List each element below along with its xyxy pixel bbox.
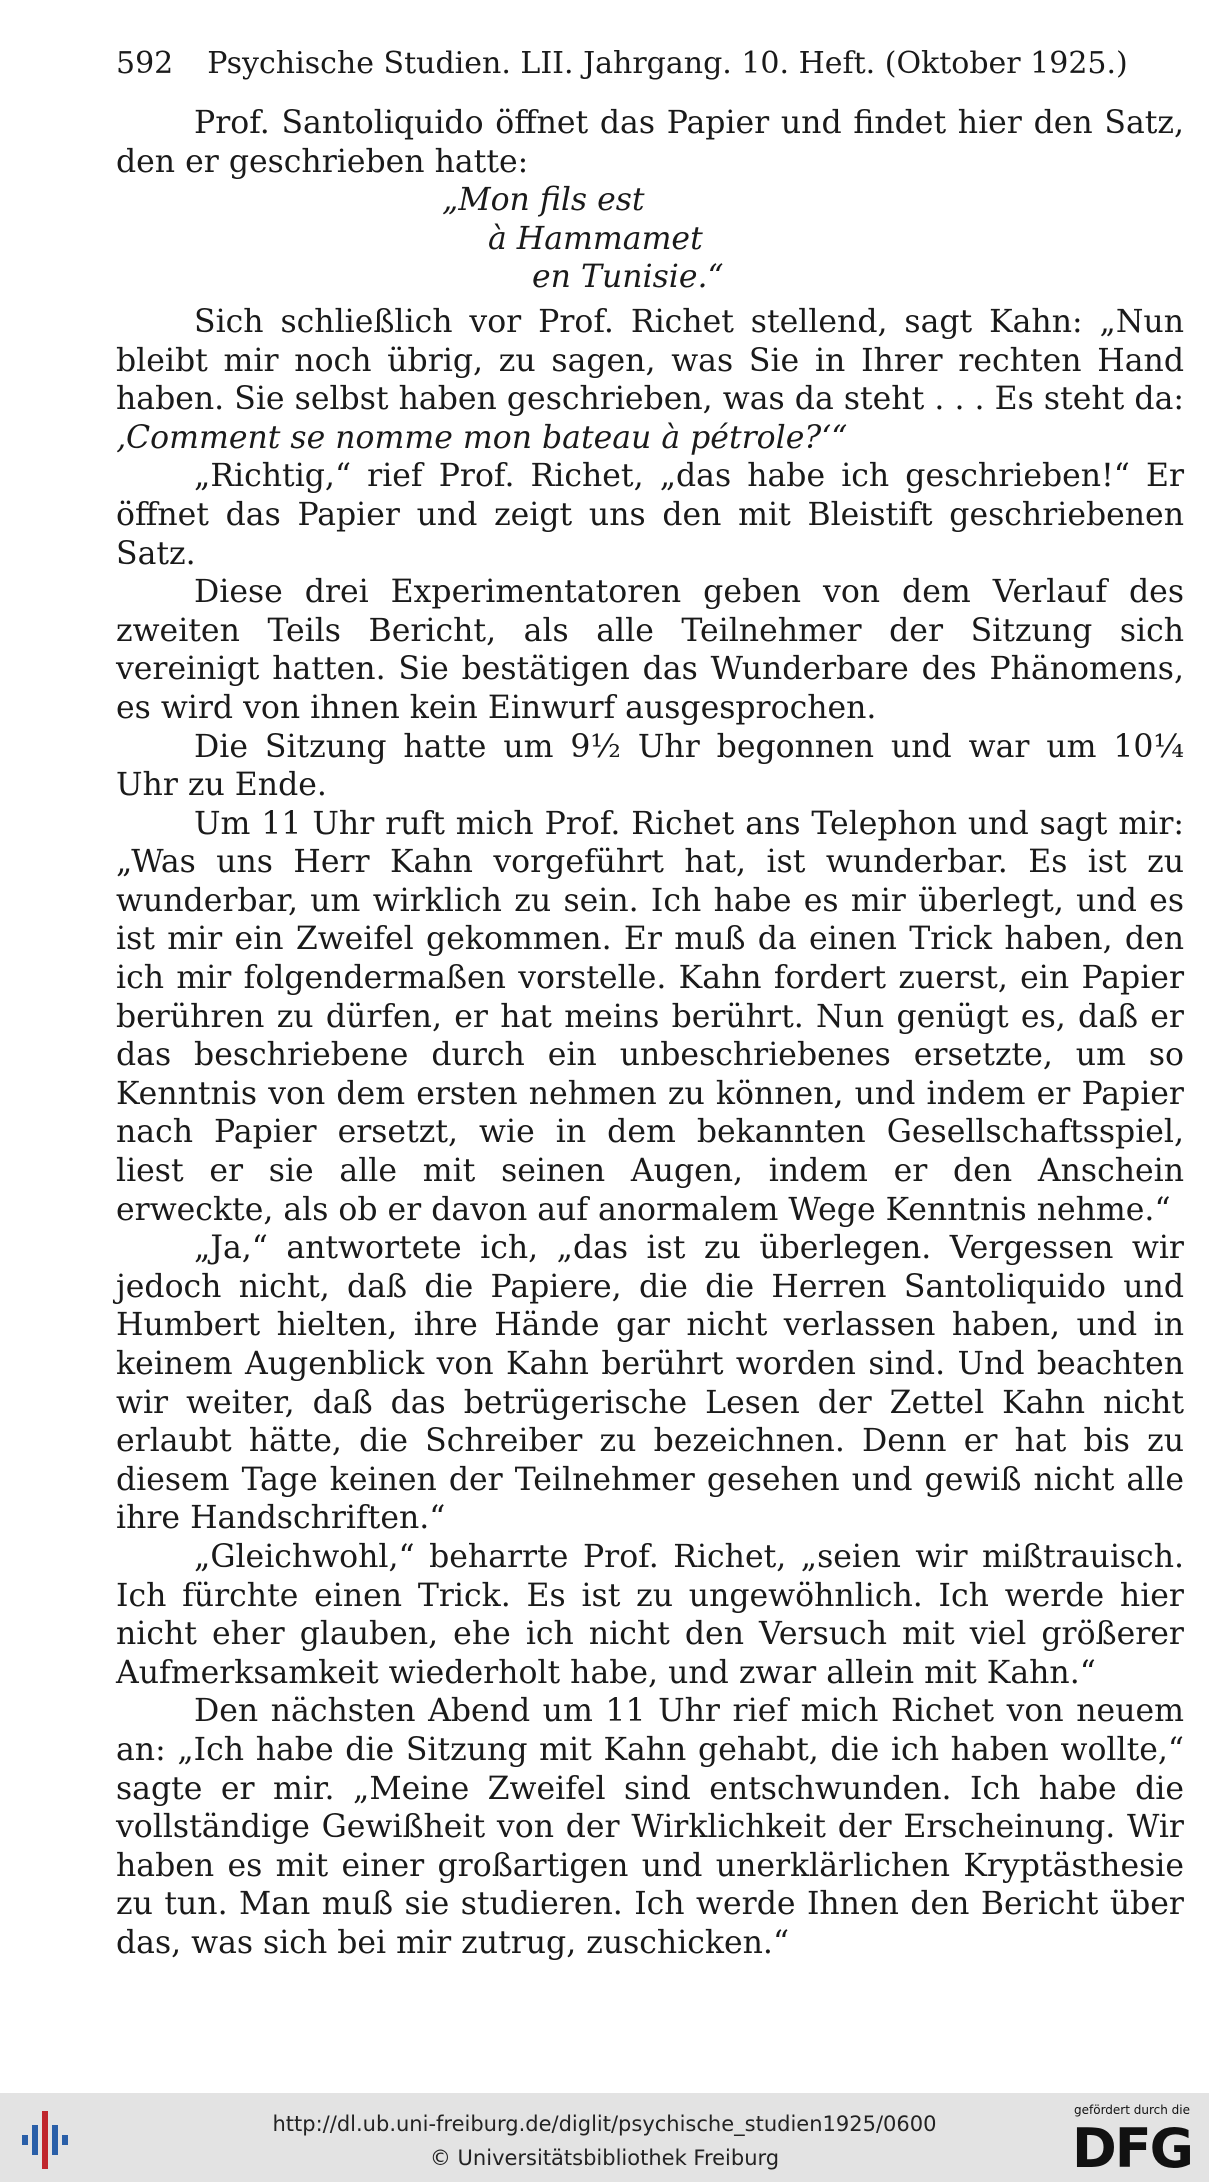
paragraph-5: Die Sitzung hatte um 9½ Uhr begonnen und war um 10¼ Uhr zu Ende. (116, 728, 1184, 804)
running-title: Psychische Studien. LII. Jahrgang. 10. Heft. (Oktober 1925.) (207, 46, 1128, 81)
paragraph-2-text: Sich schließlich vor Prof. Richet stellend, sagt Kahn: „Nun bleibt mir noch übrig, zu sagen, was Sie in Ihrer rechten Hand haben. Sie selbst haben geschrieben, was da steht . . . Es steht da: (116, 303, 1184, 418)
page-number: 592 (116, 46, 174, 81)
dfg-wordmark-text: DFG (1071, 2119, 1193, 2175)
copyright-text: © Universitätsbibliothek Freiburg (429, 2146, 780, 2170)
permalink-text[interactable]: http://dl.ub.uni-freiburg.de/diglit/psychische_studien1925/0600 (272, 2112, 937, 2136)
dfg-caption: gefördert durch die (1074, 2103, 1190, 2117)
paragraph-8: „Gleichwohl,“ beharrte Prof. Richet, „seien wir mißtrauisch. Ich fürchte einen Trick. Es ist zu ungewöhnlich. Ich werde hier nicht eher glauben, ehe ich nicht den Versuch mit viel größerer Aufmerksamkeit wiederholt habe, und zwar allein mit Kahn.“ (116, 1538, 1184, 1691)
permalink-url[interactable] (0, 2111, 1209, 2137)
quoted-verse (116, 181, 1184, 297)
page-header (116, 42, 1128, 86)
copyright-notice (0, 2145, 1209, 2171)
paragraph-3: „Richtig,“ rief Prof. Richet, „das habe ich geschrieben!“ Er öffnet das Papier und zeigt uns den mit Bleistift geschriebenen Satz. (116, 458, 1184, 572)
paragraph-4: Diese drei Experimentatoren geben von dem Verlauf des zweiten Teils Bericht, als alle Teilnehmer der Sitzung sich vereinigt hatten. Sie bestätigen das Wunderbare des Phänomens, es wird von ihnen kein Einwurf ausgesprochen. (116, 574, 1184, 726)
verse-line-1: „Mon fils est (442, 182, 645, 219)
verse-line-2: à Hammamet (488, 220, 703, 257)
dfg-wordmark (1068, 2119, 1196, 2175)
paragraph-9: Den nächsten Abend um 11 Uhr rief mich Richet von neuem an: „Ich habe die Sitzung mit Kahn gehabt, die ich haben wollte,“ sagte er mir. „Meine Zweifel sind entschwunden. Ich habe die vollständige Gewißheit von der Wirklichkeit der Erscheinung. Wir haben es mit einer großartigen und unerklärlichen Kryptästhesie zu tun. Man muß sie studieren. Ich werde Ihnen den Bericht über das, was sich bei mir zutrug, zuschicken.“ (116, 1693, 1184, 1961)
paragraph-2 (116, 303, 1184, 457)
paragraph-7: „Ja,“ antwortete ich, „das ist zu überlegen. Vergessen wir jedoch nicht, daß die Papiere, die die Herren Santoliquido und Humbert hielten, ihre Hände gar nicht verlassen haben, und in keinem Augenblick von Kahn berührt worden sind. Und beachten wir weiter, daß das betrügerische Lesen der Zettel Kahn nicht erlaubt hätte, die Schreiber zu bezeichnen. Denn er hat bis zu diesem Tage keinen der Teilnehmer gesehen und gewiß nicht alle ihre Handschriften.“ (116, 1230, 1184, 1537)
dfg-logo (1064, 2103, 1200, 2177)
verse-line-3: en Tunisie.“ (532, 259, 724, 296)
paragraph-6: Um 11 Uhr ruft mich Prof. Richet ans Telephon und sagt mir: „Was uns Herr Kahn vorgeführt hat, ist wunderbar. Es ist zu wunderbar, um wirklich zu sein. Ich habe es mir überlegt, und es ist mir ein Zweifel gekommen. Er muß da einen Trick haben, den ich mir folgendermaßen vorstelle. Kahn fordert zuerst, ein Papier berühren zu dürfen, er hat meins berührt. Nun genügt es, daß er das beschriebene durch ein unbeschriebenes ersetzte, um so Kenntnis von dem ersten nehmen zu können, und indem er Papier nach Papier ersetzt, wie in dem bekannten Gesellschaftsspiel, liest er sie alle mit seinen Augen, indem er den Anschein erweckte, als ob er davon auf anormalem Wege Kenntnis nehme.“ (116, 805, 1184, 1228)
article-body (116, 104, 1184, 1963)
paragraph-2-quote: ‚Comment se nomme mon bateau à pétrole?‘“ (116, 419, 848, 456)
viewer-footer (0, 2093, 1209, 2182)
paragraph-1: Prof. Santoliquido öffnet das Papier und findet hier den Satz, den er geschrieben hatte: (116, 105, 1184, 180)
